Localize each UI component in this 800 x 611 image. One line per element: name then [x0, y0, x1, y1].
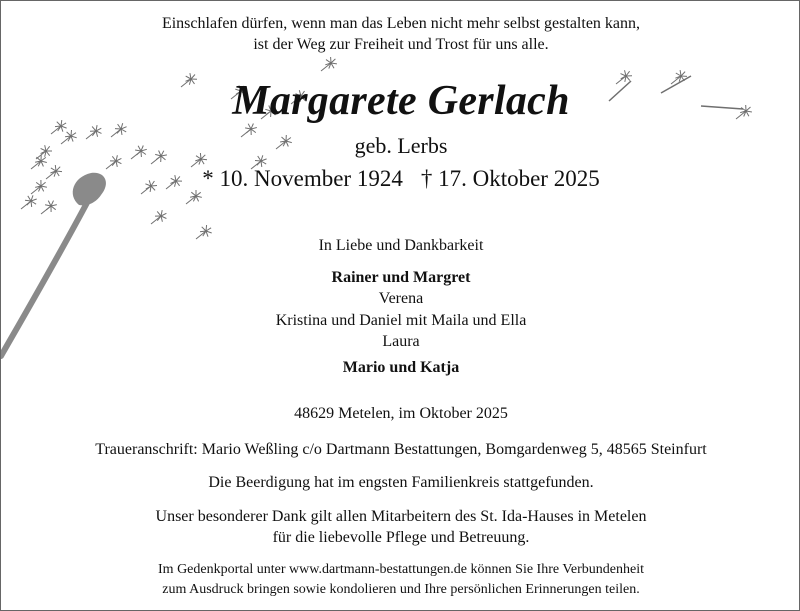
dandelion-seed	[186, 190, 202, 204]
thanks-line-1: Unser besonderer Dank gilt allen Mitarbeitern des St. Ida-Hauses in Metelen	[155, 508, 647, 525]
family-line-3: Kristina und Daniel mit Maila und Ella	[275, 312, 527, 329]
dandelion-seed	[321, 57, 337, 71]
dandelion-seed	[41, 201, 57, 214]
mourning-address: Traueranschrift: Mario Weßling c/o Dartmann Bestattungen, Bomgardenweg 5, 48565 Steinfurt	[95, 441, 707, 458]
portal-note-line-2: zum Ausdruck bringen sowie kondolieren und Ihre persönlichen Erinnerungen teilen.	[162, 582, 640, 597]
maiden-name: geb. Lerbs	[354, 133, 448, 158]
dedication: In Liebe und Dankbarkeit	[318, 237, 484, 254]
deceased-name: Margarete Gerlach	[232, 78, 570, 124]
death-date: † 17. Oktober 2025	[420, 166, 600, 191]
dandelion-seed	[151, 210, 166, 224]
motto-line-2: ist der Weg zur Freiheit und Trost für uns alle.	[253, 36, 549, 53]
family-line-2: Verena	[378, 290, 424, 307]
portal-note-line-1: Im Gedenkportal unter www.dartmann-bestattungen.de können Sie Ihre Verbundenheit	[158, 562, 644, 577]
funeral-note: Die Beerdigung hat im engsten Familienkreis stattgefunden.	[208, 474, 594, 491]
dandelion-seed	[21, 195, 37, 209]
place-date: 48629 Metelen, im Oktober 2025	[294, 405, 508, 422]
motto-line-1: Einschlafen dürfen, wenn man das Leben nicht mehr selbst gestalten kann,	[161, 15, 641, 32]
family-line-1: Rainer und Margret	[331, 269, 471, 286]
family-line-5: Mario und Katja	[342, 359, 460, 376]
birth-date: * 10. November 1924	[202, 166, 403, 191]
thanks-line-2: für die liebevolle Pflege und Betreuung.	[272, 529, 530, 546]
family-line-4: Laura	[382, 333, 420, 350]
life-dates	[1, 166, 800, 192]
